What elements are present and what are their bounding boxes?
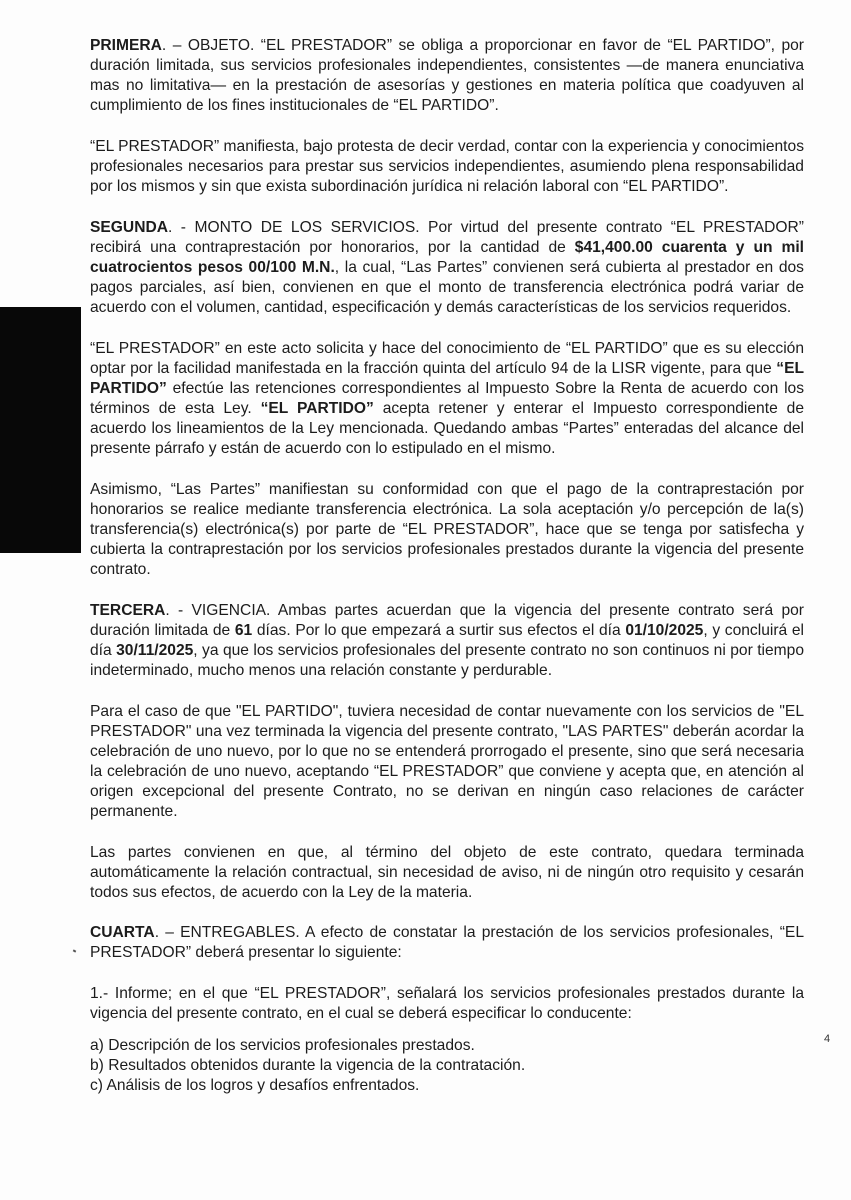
clause-heading: SEGUNDA [90,218,168,236]
page-number: 4 [824,1033,831,1045]
paragraph-termino: Las partes convienen en que, al término del objeto de este contrato, quedara terminada automáticamente la relación contractual, sin necesidad de aviso, ni de ningún otro requisito y cesarán todos sus efectos, de acuerdo con la Ley de la materia. [90,843,804,901]
paragraph-informe: 1.- Informe; en el que “EL PRESTADOR”, señalará los servicios profesionales prestados durante la vigencia del presente contrato, en el cual se deberá especificar lo conducente: [90,985,804,1023]
clause-heading: TERCERA [90,601,166,619]
document-body [90,36,804,1097]
clause-heading: PRIMERA [90,37,162,54]
paragraph-pago: Asimismo, “Las Partes” manifiestan su conformidad con que el pago de la contraprestación por honorarios se realice mediante transferencia electrónica. La sola aceptación y/o percepción de la(s) transferencia(s) electrónica(s) por parte de “EL PRESTADOR”, hace que se tenga por satisfecha y cubierta la contraprestación por los servicios profesionales prestados durante la vigencia del presente contrato. [90,480,804,579]
end-date: 30/11/2025 [116,641,194,659]
paragraph-isr: “EL PRESTADOR” en este acto solicita y hace del conocimiento de “EL PARTIDO” que es su elección optar por la facilidad manifestada en la fracción quinta del artículo 94 de la LISR vigente, para que “EL PARTIDO” efectúe las retenciones correspondientes al Impuesto Sobre la Renta de acuerdo con los términos de esta Ley. “EL PARTIDO” acepta retener y enterar el Impuesto correspondiente de acuerdo los lineamientos de la Ley mencionada. Quedando ambas “Partes” enteradas del alcance del presente párrafo y están de acuerdo con lo estipulado en el mismo. [90,339,804,458]
start-date: 01/10/2025 [625,621,704,639]
clause-cuarta: CUARTA. – ENTREGABLES. A efecto de constatar la prestación de los servicios profesionales, “EL PRESTADOR” deberá presentar lo siguiente: [90,924,804,962]
days-value: 61 [234,621,253,639]
paragraph-renovacion: Para el caso de que "EL PARTIDO", tuviera necesidad de contar nuevamente con los servicios de "EL PRESTADOR" una vez terminada la vigencia del presente contrato, "LAS PARTES" deberán acordar la celebración de uno nuevo, por lo que no se entenderá prorrogado el presente, sino que será necesaria la celebración de uno nuevo, aceptando “EL PRESTADOR” que conviene y acepta que, en atención al origen excepcional del presente Contrato, no se derivan en ningún caso relaciones de carácter permanente. [90,702,804,820]
list-item: b) Resultados obtenidos durante la vigencia de la contratación. [90,1057,526,1075]
deliverables-list [90,1036,804,1096]
amount-text: $41,400.00 cuarenta y un mil cuatrocientos pesos 00/100 M.N. [90,238,804,276]
clause-primera: PRIMERA. – OBJETO. “EL PRESTADOR” se obliga a proporcionar en favor de “EL PARTIDO”, por duración limitada, sus servicios profesionales independientes, consistentes —de manera enunciativa mas no limitativa— en la prestación de asesorías y gestiones en materia política que coadyuven al cumplimiento de los fines institucionales de “EL PARTIDO”. [90,37,805,115]
clause-heading: CUARTA [90,924,155,942]
clause-segunda: SEGUNDA. - MONTO DE LOS SERVICIOS. Por virtud del presente contrato “EL PRESTADOR” recibirá una contraprestación por honorarios, por la cantidad de $41,400.00 cuarenta y un mil cuatrocientos pesos 00/100 M.N., la cual, “Las Partes” convienen será cubierta al prestador en dos pagos parciales, así bien, convienen en que el monto de transferencia electrónica podrá variar de acuerdo con el volumen, cantidad, especificación y demás características de los servicios requeridos. [90,218,804,317]
paragraph-experiencia: “EL PRESTADOR” manifiesta, bajo protesta de decir verdad, contar con la experiencia y conocimientos profesionales necesarios para prestar sus servicios independientes, asumiendo plena responsabilidad por los mismos y sin que exista subordinación jurídica ni relación laboral con “EL PARTIDO”. [90,137,804,196]
clause-tercera: TERCERA. - VIGENCIA. Ambas partes acuerdan que la vigencia del presente contrato será por duración limitada de 61 días. Por lo que empezará a surtir sus efectos el día 01/10/2025, y concluirá el día 30/11/2025, ya que los servicios profesionales del presente contrato no son continuos ni por tiempo indeterminado, mucho menos una relación constante y perdurable. [90,601,804,679]
redaction-bar [0,307,81,553]
scan-speck [73,949,77,952]
list-item: a) Descripción de los servicios profesionales prestados. [90,1037,475,1055]
list-item: c) Análisis de los logros y desafíos enfrentados. [90,1077,420,1095]
